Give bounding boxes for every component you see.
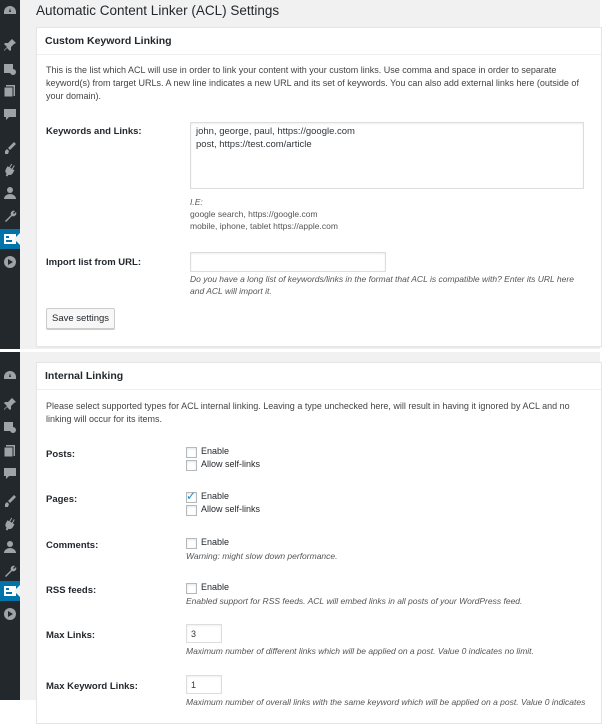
- example-hint: [190, 196, 338, 232]
- pages-icon[interactable]: [3, 84, 17, 98]
- rss-enable-checkbox[interactable]: [186, 583, 197, 594]
- max-links-input[interactable]: 3: [186, 624, 222, 643]
- active-menu-arrow: [14, 585, 20, 597]
- max-links-hint: Maximum number of different links which will be applied on a post. Value 0 indicates no limit.: [186, 646, 534, 656]
- tools-icon[interactable]: [3, 564, 17, 578]
- keywords-label: Keywords and Links:: [46, 126, 142, 137]
- appearance-icon[interactable]: [3, 141, 17, 155]
- comments-enable-checkbox[interactable]: [186, 538, 197, 549]
- settings-screenshot-bottom: [0, 352, 600, 707]
- max-keyword-links-label: Max Keyword Links:: [46, 681, 138, 692]
- appearance-icon[interactable]: [3, 494, 17, 508]
- dashboard-icon[interactable]: [3, 369, 17, 383]
- comments-label: Comments:: [46, 540, 99, 551]
- custom-keyword-linking-box: [36, 27, 602, 347]
- pin-icon[interactable]: [3, 397, 17, 411]
- rss-hint: Enabled support for RSS feeds. ACL will embed links in all posts of your WordPress feed.: [186, 596, 523, 606]
- users-icon[interactable]: [3, 186, 17, 200]
- posts-self-links-checkbox[interactable]: [186, 460, 197, 471]
- max-links-label: Max Links:: [46, 630, 96, 641]
- admin-sidebar: [0, 0, 20, 349]
- page-title: Automatic Content Linker (ACL) Settings: [36, 3, 280, 18]
- checkbox-label: Enable: [201, 537, 230, 547]
- play-icon[interactable]: [3, 255, 17, 269]
- pages-enable-checkbox[interactable]: [186, 489, 197, 503]
- plugins-icon[interactable]: [3, 163, 17, 177]
- internal-linking-box: [36, 362, 602, 724]
- box-description: Please select supported types for ACL internal linking. Leaving a type unchecked here, will result in having it ignored by ACL and no linking will occur for its items.: [46, 401, 570, 424]
- media-icon[interactable]: [3, 420, 17, 434]
- users-icon[interactable]: [3, 540, 17, 554]
- pin-icon[interactable]: [3, 38, 17, 52]
- settings-screenshot-top: [0, 0, 600, 349]
- example-line: mobile, iphone, tablet https://apple.com: [190, 221, 338, 231]
- box-title: Custom Keyword Linking: [37, 28, 601, 55]
- box-title: Internal Linking: [37, 363, 601, 390]
- comments-hint: Warning: might slow down performance.: [186, 551, 338, 561]
- example-line: google search, https://google.com: [190, 209, 318, 219]
- play-icon[interactable]: [3, 607, 17, 621]
- comments-icon[interactable]: [3, 466, 17, 480]
- rss-label: RSS feeds:: [46, 585, 97, 596]
- import-url-input[interactable]: [190, 252, 386, 272]
- checkbox-label: Enable: [201, 491, 230, 501]
- import-label: Import list from URL:: [46, 257, 141, 268]
- checkbox-label: Enable: [201, 446, 230, 456]
- tools-icon[interactable]: [3, 209, 17, 223]
- check-icon: ✓: [186, 489, 197, 503]
- admin-sidebar: [0, 352, 20, 700]
- posts-label: Posts:: [46, 449, 76, 460]
- pages-self-links-checkbox[interactable]: [186, 505, 197, 516]
- pages-icon[interactable]: [3, 444, 17, 458]
- active-menu-arrow: [14, 233, 20, 245]
- dashboard-icon[interactable]: [3, 4, 17, 18]
- posts-enable-checkbox[interactable]: [186, 447, 197, 458]
- checkbox-label: Allow self-links: [201, 459, 261, 469]
- box-description: This is the list which ACL will use in order to link your content with your custom links. Use comma and space in order to separate keyword(s) from target URLs. A new line indicates a new URL and its set of keywords. You can also add external links here (outside of your domain).: [46, 65, 579, 101]
- max-keyword-links-hint: Maximum number of overall links with the same keyword which will be applied on a post. Value 0 indicates: [186, 697, 586, 707]
- save-settings-button[interactable]: Save settings: [46, 308, 115, 329]
- checkbox-label: Allow self-links: [201, 504, 261, 514]
- example-line: I.E:: [190, 197, 203, 207]
- plugins-icon[interactable]: [3, 517, 17, 531]
- max-keyword-links-input[interactable]: 1: [186, 675, 222, 694]
- keywords-textarea[interactable]: john, george, paul, https://google.com post, https://test.com/article: [190, 122, 584, 189]
- checkbox-label: Enable: [201, 582, 230, 592]
- import-hint: Do you have a long list of keywords/links in the format that ACL is compatible with? Enter its URL here and ACL will import it.: [190, 274, 574, 296]
- media-icon[interactable]: [3, 62, 17, 76]
- pages-label: Pages:: [46, 494, 78, 505]
- comments-icon[interactable]: [3, 107, 17, 121]
